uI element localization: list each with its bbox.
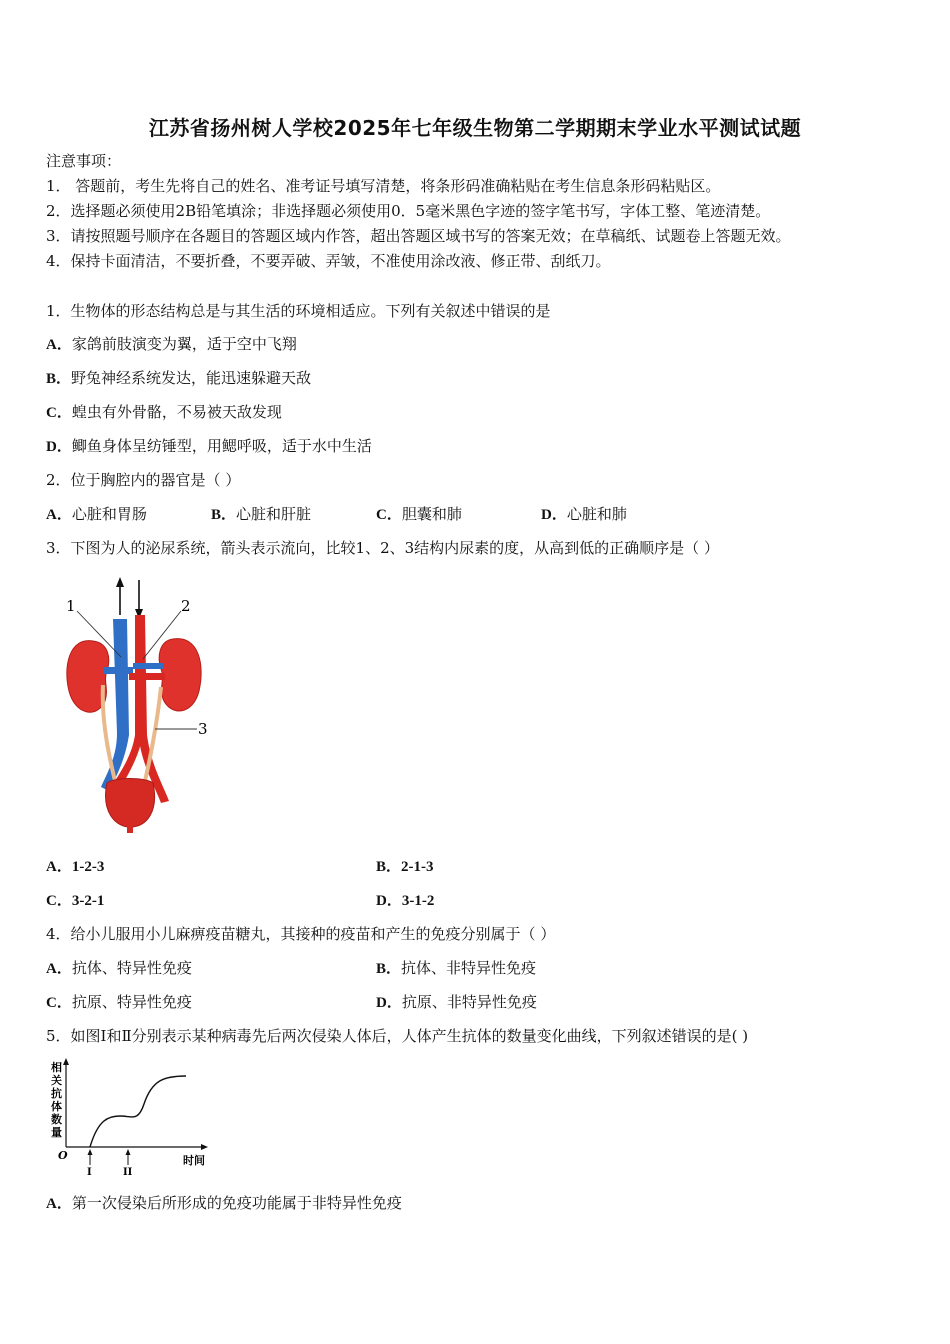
y-axis-label-char: 量 bbox=[51, 1126, 62, 1139]
renal-vein-right bbox=[133, 663, 163, 669]
q4-stem: 4．给小儿服用小儿麻痹疫苗糖丸，其接种的疫苗和产生的免疫分别属于（ ） bbox=[46, 925, 556, 943]
q1-option-c bbox=[46, 402, 282, 423]
q3-option-c bbox=[46, 890, 104, 911]
q2-option-d bbox=[541, 504, 627, 525]
q1-stem: 1．生物体的形态结构总是与其生活的环境相适应。下列有关叙述中错误的是 bbox=[46, 302, 551, 320]
q1-option-d bbox=[46, 436, 372, 457]
y-axis-label-char: 体 bbox=[51, 1100, 62, 1113]
q1-option-a bbox=[46, 334, 297, 355]
q4-option-c bbox=[46, 992, 192, 1013]
x-axis-label: 时间 bbox=[183, 1154, 205, 1167]
urethra bbox=[127, 825, 133, 833]
option-text: 第一次侵染后所形成的免疫功能属于非特异性免疫 bbox=[71, 1194, 402, 1212]
antibody-curve bbox=[90, 1076, 186, 1147]
option-text: 抗体、特异性免疫 bbox=[71, 959, 192, 977]
marker-label-1: I bbox=[87, 1167, 92, 1176]
renal-artery-right bbox=[129, 673, 165, 680]
notice-item-3: 3．请按照题号顺序在各题目的答题区域内作答，超出答题区域书写的答案无效；在草稿纸、试题卷上答题无效。 bbox=[46, 227, 791, 245]
marker-label-2: II bbox=[123, 1167, 133, 1176]
option-label: A． bbox=[46, 859, 72, 875]
option-label: C． bbox=[376, 507, 402, 523]
option-label: A． bbox=[46, 507, 72, 523]
y-axis-arrow bbox=[63, 1058, 69, 1065]
urinary-system-figure bbox=[55, 575, 225, 835]
q4-option-d bbox=[376, 992, 537, 1013]
y-axis-label-char: 抗 bbox=[51, 1087, 62, 1100]
q2-option-b bbox=[211, 504, 311, 525]
q2-stem: 2．位于胸腔内的器官是（ ） bbox=[46, 471, 241, 489]
option-text: 2-1-3 bbox=[401, 859, 434, 875]
option-text: 1-2-3 bbox=[71, 859, 105, 875]
option-label: B． bbox=[46, 371, 72, 387]
q2-option-c bbox=[376, 504, 462, 525]
option-label: D． bbox=[376, 995, 402, 1011]
option-label: B． bbox=[211, 507, 237, 523]
option-label: D． bbox=[46, 439, 72, 455]
marker-arrow-2-head bbox=[126, 1149, 131, 1155]
antibody-graph bbox=[40, 1058, 220, 1176]
notice-item-4: 4．保持卡面清洁，不要折叠，不要弄破、弄皱，不准使用涂改液、修正带、刮纸刀。 bbox=[46, 252, 611, 270]
figure-label-1: 1 bbox=[66, 597, 76, 615]
option-label: C． bbox=[46, 995, 72, 1011]
marker-arrow-1-head bbox=[88, 1149, 93, 1155]
q5-stem: 5．如图Ⅰ和Ⅱ分别表示某种病毒先后两次侵染人体后，人体产生抗体的数量变化曲线，下列叙述错误的是( ) bbox=[46, 1027, 749, 1045]
renal-vein-left bbox=[103, 667, 133, 674]
x-axis-arrow bbox=[201, 1144, 208, 1150]
right-kidney bbox=[159, 639, 201, 711]
option-label: B． bbox=[376, 961, 402, 977]
q5-option-a bbox=[46, 1193, 402, 1214]
y-axis-label-char: 数 bbox=[51, 1113, 62, 1126]
option-text: 心脏和胃肠 bbox=[71, 505, 147, 523]
bladder bbox=[106, 779, 155, 828]
q4-option-a bbox=[46, 958, 192, 979]
y-axis-label-char: 相 bbox=[51, 1061, 62, 1074]
notice-item-2: 2．选择题必须使用2B铅笔填涂；非选择题必须使用0．5毫米黑色字迹的签字笔书写，字体工整、笔迹清楚。 bbox=[46, 202, 771, 220]
option-label: A． bbox=[46, 961, 72, 977]
origin-label: O bbox=[58, 1149, 68, 1162]
option-label: C． bbox=[46, 893, 72, 909]
option-label: D． bbox=[376, 893, 402, 909]
option-text: 3-2-1 bbox=[71, 893, 105, 909]
q3-option-d bbox=[376, 890, 434, 911]
option-text: 抗原、特异性免疫 bbox=[71, 993, 192, 1011]
option-text: 家鸽前肢演变为翼，适于空中飞翔 bbox=[71, 335, 297, 353]
option-text: 鲫鱼身体呈纺锤型，用鳃呼吸，适于水中生活 bbox=[71, 437, 372, 455]
option-text: 抗原、非特异性免疫 bbox=[401, 993, 537, 1011]
option-label: D． bbox=[541, 507, 567, 523]
figure-label-3: 3 bbox=[198, 720, 208, 738]
q3-option-b bbox=[376, 856, 434, 877]
q3-stem: 3．下图为人的泌尿系统，箭头表示流向，比较1、2、3结构内尿素的度，从高到低的正确顺序是（ ） bbox=[46, 539, 719, 557]
option-text: 心脏和肺 bbox=[566, 505, 627, 523]
option-label: A． bbox=[46, 337, 72, 353]
option-text: 野兔神经系统发达，能迅速躲避天敌 bbox=[71, 369, 312, 387]
y-axis-label-char: 关 bbox=[51, 1074, 62, 1087]
option-text: 心脏和肝脏 bbox=[236, 505, 312, 523]
option-text: 抗体、非特异性免疫 bbox=[401, 959, 537, 977]
option-text: 胆囊和肺 bbox=[401, 505, 462, 523]
q4-option-b bbox=[376, 958, 536, 979]
option-label: A． bbox=[46, 1196, 72, 1212]
q2-option-a bbox=[46, 504, 147, 525]
option-text: 3-1-2 bbox=[401, 893, 435, 909]
q1-option-b bbox=[46, 368, 311, 389]
notice-heading: 注意事项： bbox=[46, 152, 122, 170]
option-text: 蝗虫有外骨骼，不易被天敌发现 bbox=[71, 403, 282, 421]
notice-item-1: 1． 答题前，考生先将自己的姓名、准考证号填写清楚，将条形码准确粘贴在考生信息条形码粘贴区。 bbox=[46, 177, 721, 195]
page-title: 江苏省扬州树人学校2025年七年级生物第二学期期末学业水平测试试题 bbox=[148, 116, 802, 140]
q3-option-a bbox=[46, 856, 104, 877]
option-label: B． bbox=[376, 859, 402, 875]
figure-label-2: 2 bbox=[181, 597, 191, 615]
option-label: C． bbox=[46, 405, 72, 421]
arrow-up-head bbox=[116, 577, 124, 587]
